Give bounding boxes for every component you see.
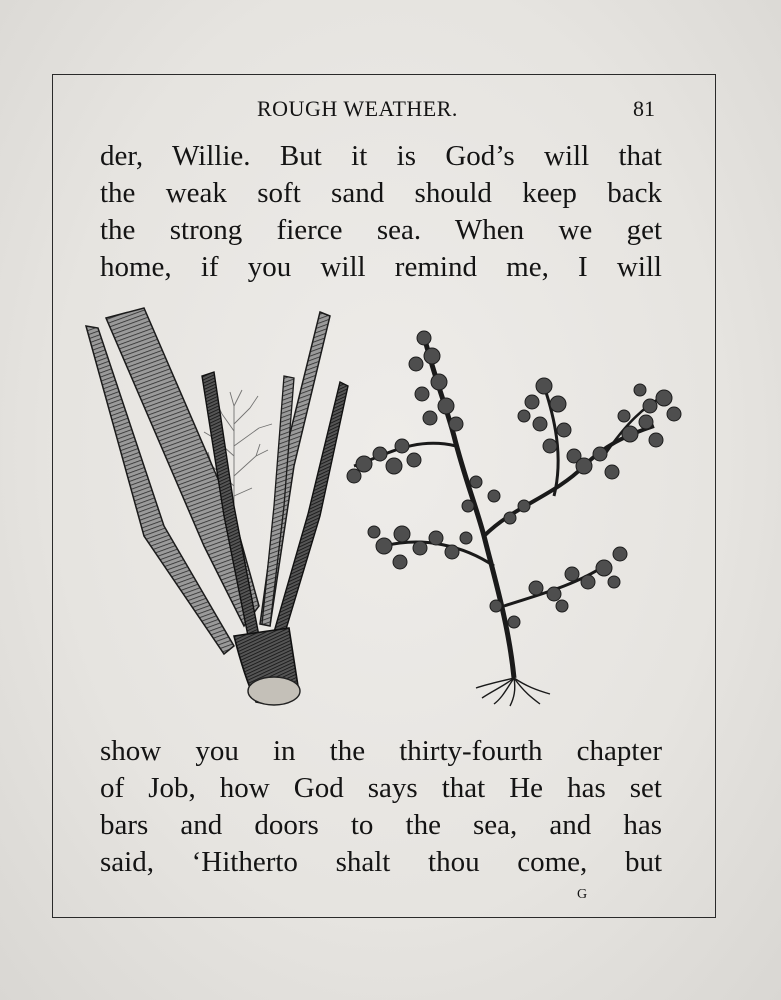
text-line: show you in the thirty-fourth chapter [100,735,662,767]
root-icon [476,678,550,706]
text-line: bars and doors to the sea, and has [100,809,662,841]
text-line: of Job, how God says that He has set [100,772,662,804]
text-line: the strong fierce sea. When we get [100,214,662,246]
text-line: said, ‘Hitherto shalt thou come, but [100,846,662,878]
running-head: ROUGH WEATHER. [257,96,458,121]
text-line: the weak soft sand should keep back [100,177,662,209]
fern-seaweed-specimen [347,331,681,706]
text-line: der, Willie. But it is God’s will that [100,140,662,172]
page-number: 81 [633,96,655,121]
kelp-specimen [86,308,348,705]
text-line: home, if you will remind me, I will [100,251,662,283]
seaweed-illustration [84,306,684,718]
signature-mark: G [577,887,588,902]
